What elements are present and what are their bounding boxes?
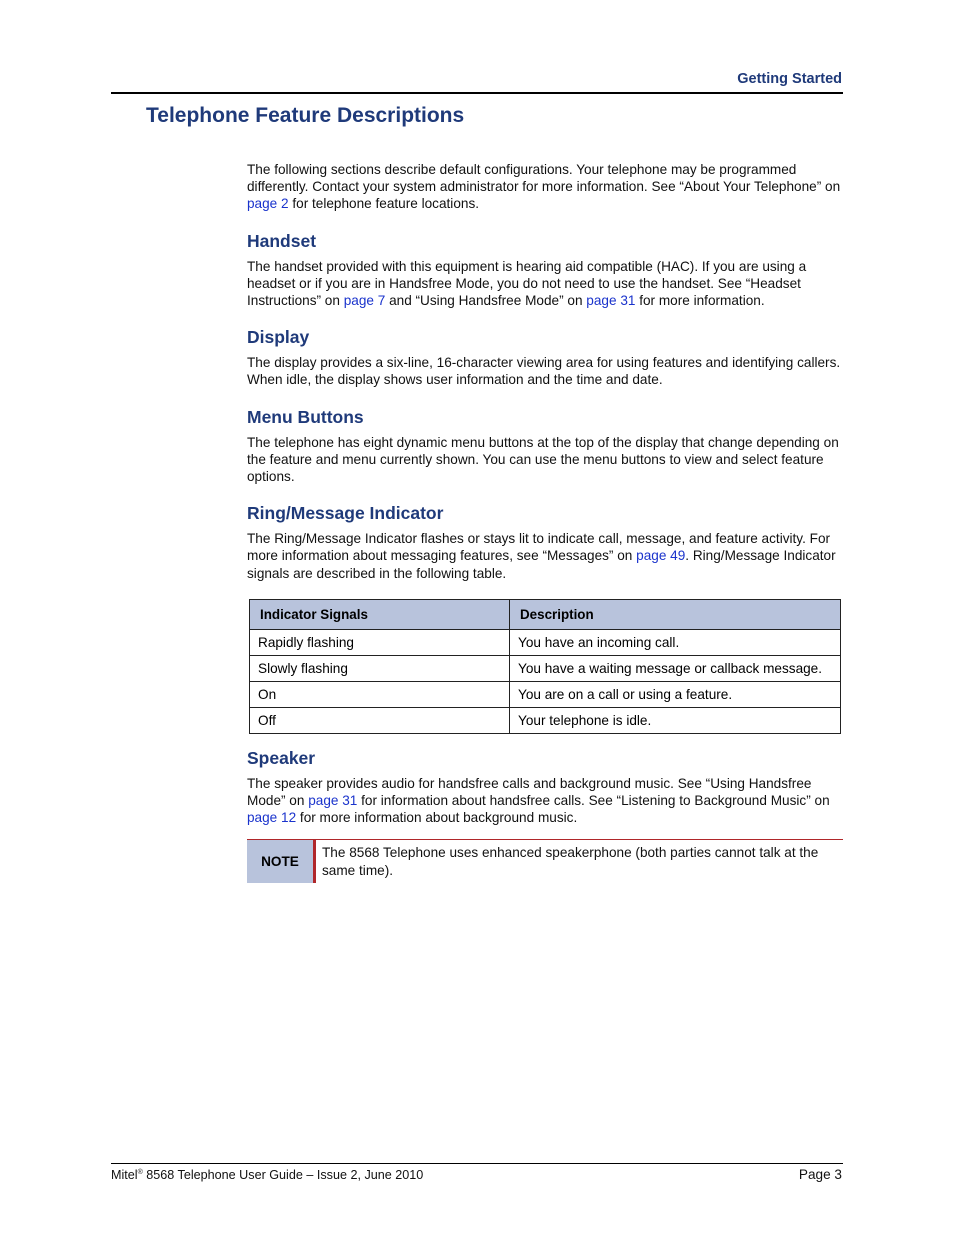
note-box <box>247 839 843 883</box>
speaker-text: The speaker provides audio for handsfree calls and background music. See “Using Handsfree Mode” on <box>247 775 812 809</box>
description-cell: You are on a call or using a feature. <box>510 681 841 707</box>
guide-title: 8568 Telephone User Guide – Issue 2, June 2010 <box>142 1168 424 1182</box>
handset-text: The handset provided with this equipment is hearing aid compatible (HAC). If you are using a headset or if you are in Handsfree Mode, you do not need to use the handset. See “Headset Instructions” on <box>247 258 807 309</box>
signal-cell: Slowly flashing <box>250 655 510 681</box>
menu-buttons-heading: Menu Buttons <box>247 406 364 427</box>
signal-cell: Rapidly flashing <box>250 629 510 655</box>
table-row <box>250 681 841 707</box>
signal-cell: On <box>250 681 510 707</box>
handset-text: and “Using Handsfree Mode” on <box>385 293 587 309</box>
intro-paragraph <box>247 161 843 213</box>
column-header: Indicator Signals <box>250 599 510 629</box>
column-header: Description <box>510 599 841 629</box>
header-rule <box>111 92 843 94</box>
speaker-paragraph <box>247 775 843 827</box>
display-heading: Display <box>247 327 310 348</box>
ring-indicator-paragraph <box>247 530 843 582</box>
page-link[interactable]: page 31 <box>308 793 358 809</box>
speaker-heading: Speaker <box>247 747 316 768</box>
page-link[interactable]: page 31 <box>586 293 636 309</box>
footer-rule <box>111 1163 843 1164</box>
table-header-row <box>250 599 841 629</box>
menu-buttons-paragraph: The telephone has eight dynamic menu buttons at the top of the display that change depending on the feature and menu currently shown. You can use the menu buttons to view and select feature options. <box>247 434 839 485</box>
table-row <box>250 655 841 681</box>
handset-text: for more information. <box>635 293 765 309</box>
page-link[interactable]: page 2 <box>247 196 289 212</box>
table-row <box>250 629 841 655</box>
handset-paragraph <box>247 258 843 310</box>
page-link[interactable]: page 49 <box>636 548 686 564</box>
intro-text: for telephone feature locations. <box>288 196 480 212</box>
table-row <box>250 707 841 733</box>
note-label: NOTE <box>247 840 316 883</box>
footer-title <box>111 1168 423 1182</box>
brand-name: Mitel <box>111 1168 138 1182</box>
ring-indicator-text: The Ring/Message Indicator flashes or stays lit to indicate call, message, and feature activity. For more information about messaging features, see “Messages” on <box>247 531 831 564</box>
indicator-table <box>249 599 841 734</box>
page-title: Telephone Feature Descriptions <box>146 104 465 127</box>
page-number: Page 3 <box>798 1167 842 1182</box>
description-cell: Your telephone is idle. <box>510 707 841 733</box>
description-cell: You have an incoming call. <box>510 629 841 655</box>
signal-cell: Off <box>250 707 510 733</box>
main-content <box>247 161 843 883</box>
ring-indicator-text: . Ring/Message Indicator signals are described in the following table. <box>247 548 836 581</box>
display-paragraph: The display provides a six-line, 16-character viewing area for using features and identifying callers. When idle, the display shows user information and the time and date. <box>247 355 841 388</box>
page-link[interactable]: page 7 <box>343 293 386 309</box>
page-link[interactable]: page 12 <box>247 810 297 826</box>
speaker-text: for more information about background music. <box>296 810 578 826</box>
description-cell: You have a waiting message or callback message. <box>510 655 841 681</box>
registered-mark: ® <box>137 1168 143 1176</box>
handset-heading: Handset <box>247 230 317 251</box>
note-text: The 8568 Telephone uses enhanced speakerphone (both parties cannot talk at the same time). <box>322 845 819 878</box>
speaker-text: for information about handsfree calls. See “Listening to Background Music” on <box>357 793 830 809</box>
running-header: Getting Started <box>737 71 842 87</box>
ring-indicator-heading: Ring/Message Indicator <box>247 503 444 524</box>
intro-text: The following sections describe default configurations. Your telephone may be programmed differently. Contact your system administrator for more information. See “About Your Telephone” on <box>247 162 841 195</box>
